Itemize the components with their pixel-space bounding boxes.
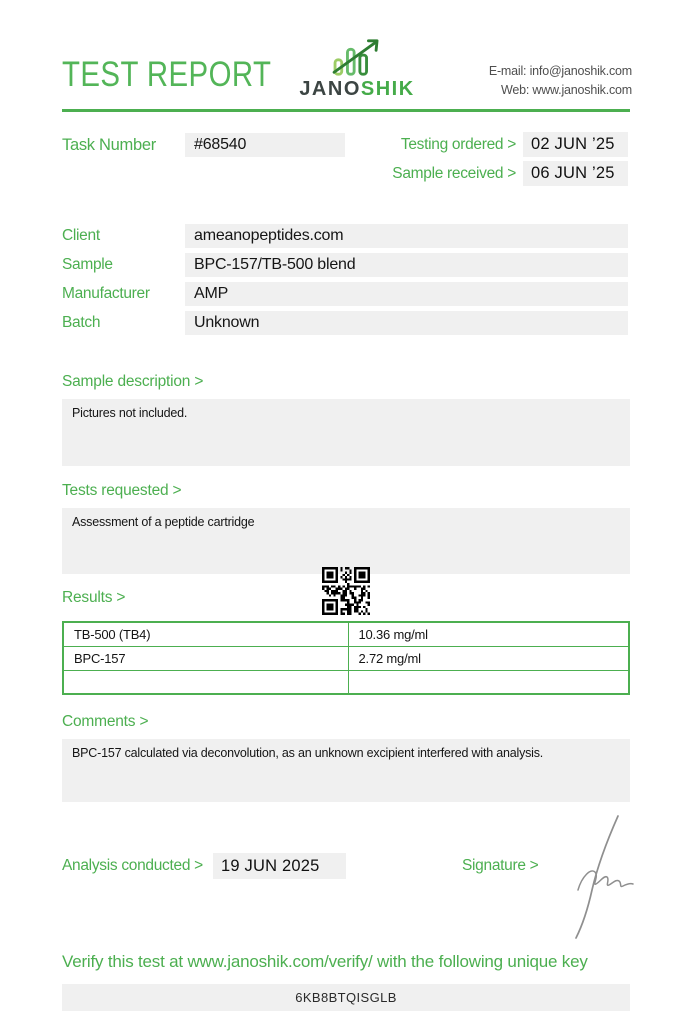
result-value: 10.36 mg/ml [348,622,629,646]
result-analyte: TB-500 (TB4) [63,622,348,646]
table-row [63,622,629,646]
result-analyte [63,670,348,694]
result-value [348,670,629,694]
brand-name-dark: JANO [299,78,361,100]
contact-block [489,62,632,101]
verify-text: Verify this test at www.janoshik.com/verify/ with the following unique key [62,952,588,971]
brand-logo [292,36,422,101]
sample-received-label: Sample received > [392,165,516,182]
signature-label: Signature > [462,857,539,874]
result-analyte: BPC-157 [63,646,348,670]
analysis-date: 19 JUN 2025 [213,853,346,879]
sample-label: Sample [62,256,113,273]
contact-email: E-mail: info@janoshik.com [488,64,632,78]
table-row [63,670,629,694]
bar-chart-arrow-icon [328,36,386,78]
batch-value: Unknown [185,311,628,335]
sample-value: BPC-157/TB-500 blend [185,253,628,277]
results-table [62,621,630,695]
table-row [63,646,629,670]
manufacturer-label: Manufacturer [62,285,150,302]
task-number-value: #68540 [185,133,345,157]
batch-label: Batch [62,314,101,331]
unique-key: 6KB8BTQISGLB [62,984,630,1011]
tests-requested-body: Assessment of a peptide cartridge [62,508,630,574]
testing-ordered-label: Testing ordered > [400,136,516,153]
results-heading: Results > [62,589,126,606]
client-label: Client [62,227,100,244]
brand-name-green: SHIK [360,78,415,100]
comments-body: BPC-157 calculated via deconvolution, as an unknown excipient interfered with analysis. [62,739,630,802]
signature-icon [548,812,638,942]
result-value: 2.72 mg/ml [348,646,629,670]
qr-code [322,567,370,615]
comments-heading: Comments > [62,713,149,730]
contact-web: Web: www.janoshik.com [500,83,632,98]
sample-description-heading: Sample description > [62,373,204,390]
client-value: ameanopeptides.com [185,224,628,248]
task-number-label: Task Number [62,136,156,154]
manufacturer-value: AMP [185,282,628,306]
sample-description-body: Pictures not included. [62,399,630,466]
sample-received-date: 06 JUN ’25 [523,161,628,186]
brand-name [292,78,422,101]
page-title: TEST REPORT [62,55,272,94]
analysis-conducted-label: Analysis conducted > [62,857,203,874]
tests-requested-heading: Tests requested > [62,482,182,499]
header-divider [62,109,630,112]
testing-ordered-date: 02 JUN ’25 [523,132,628,157]
